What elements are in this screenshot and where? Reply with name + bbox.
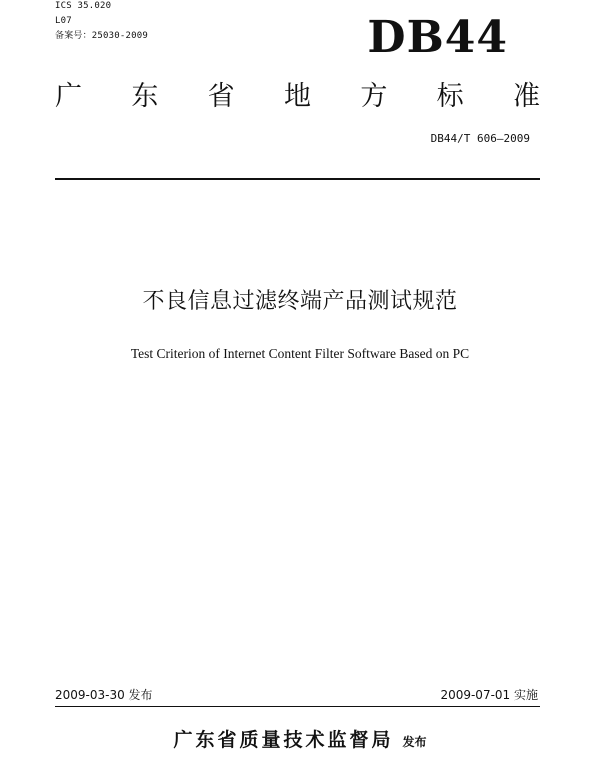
standard-type-char: 准 bbox=[512, 81, 540, 112]
standard-type-char: 地 bbox=[283, 81, 311, 112]
issuer-line bbox=[0, 725, 600, 752]
standard-type-char: 广 bbox=[55, 81, 82, 112]
issuer-name: 广东省质量技术监督局 bbox=[173, 729, 394, 751]
ics-number: ICS 35.020 bbox=[55, 1, 112, 11]
issuer-suffix: 发布 bbox=[402, 735, 427, 749]
standard-type-char: 东 bbox=[131, 81, 159, 112]
standard-type-char: 标 bbox=[436, 81, 464, 112]
standard-code: DB44/T 606—2009 bbox=[430, 132, 530, 145]
footer-divider bbox=[55, 706, 540, 707]
implementation-date: 2009-07-01 实施 bbox=[440, 688, 538, 702]
record-number: 备案号：25030-2009 bbox=[55, 31, 148, 41]
standard-type-title bbox=[55, 80, 540, 114]
standard-type-char: 省 bbox=[207, 81, 235, 112]
standard-mark: DB44 bbox=[367, 12, 508, 63]
header-divider bbox=[55, 178, 540, 180]
document-title: 不良信息过滤终端产品测试规范 bbox=[142, 289, 458, 314]
document-subtitle-english: Test Criterion of Internet Content Filter Software Based on PC bbox=[130, 346, 470, 361]
issue-date: 2009-03-30 发布 bbox=[55, 688, 153, 702]
classification-code: L07 bbox=[55, 16, 72, 26]
standard-type-char: 方 bbox=[360, 81, 388, 112]
